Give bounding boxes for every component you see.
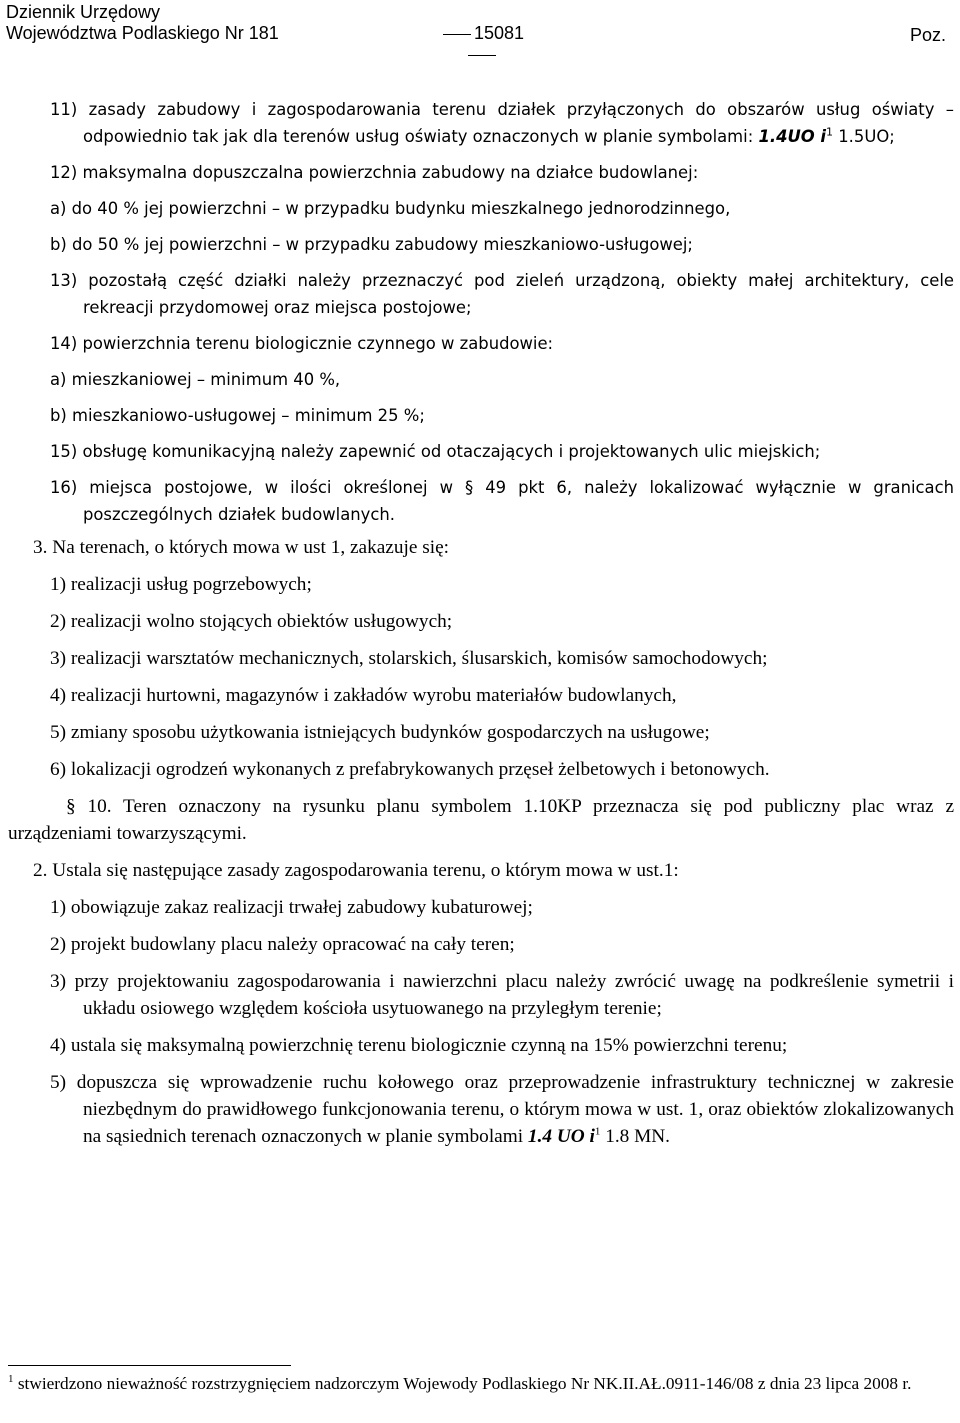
paragraph-section-10: § 10. Teren oznaczony na rysunku planu symbolem 1.10KP przeznacza się pod publiczny plac wraz z urządzeniami towarzyszącymi. <box>8 796 954 844</box>
list-item: 16) miejsca postojowe, w ilości określonej w § 49 pkt 6, należy lokalizować wyłącznie w granicach poszczególnych działek budowlanych. <box>50 478 954 524</box>
list-item: a) mieszkaniowej – minimum 40 %, <box>50 370 341 389</box>
list-item: 1) obowiązuje zakaz realizacji trwałej zabudowy kubaturowej; <box>50 897 533 918</box>
page-number-rule-left <box>443 34 471 35</box>
list-item: 11) zasady zabudowy i zagospodarowania terenu działek przyłączonych do obszarów usług oświaty – odpowiednio tak jak dla terenów usług oświaty oznaczonych w planie symbolami: 1.4UO $i^1$ 1.5UO; <box>50 100 954 146</box>
list-item: 3) realizacji warsztatów mechanicznych, stolarskich, ślusarskich, komisów samochodowych; <box>50 648 768 669</box>
page-number-value: 15081 <box>473 23 525 43</box>
list-item: 5) zmiany sposobu użytkowania istniejących budynków gospodarczych na usługowe; <box>50 722 710 743</box>
section-heading: 3. Na terenach, o których mowa w ust 1, zakazuje się: <box>33 537 450 558</box>
journal-title: Dziennik Urzędowy <box>6 2 161 22</box>
list-item: 2) projekt budowlany placu należy opracować na cały teren; <box>50 934 515 955</box>
list-item: 13) pozostałą część działki należy przeznaczyć pod zieleń urządzoną, obiekty małej architektury, cele rekreacji przydomowej oraz miejsca postojowe; <box>50 271 954 317</box>
footnote-text: stwierdzono nieważność rozstrzygnięciem nadzorczym Wojewody Podlaskiego Nr NK.II.AŁ.0911-146/08 z dnia 23 lipca 2008 r. <box>13 1374 912 1393</box>
list-item: b) mieszkaniowo-usługowej – minimum 25 %; <box>50 406 425 425</box>
list-item: 6) lokalizacji ogrodzeń wykonanych z prefabrykowanych przęseł żelbetowych i betonowych. <box>50 759 770 780</box>
list-item: 1) realizacji usług pogrzebowych; <box>50 574 312 595</box>
list-item: a) do 40 % jej powierzchni – w przypadku budynku mieszkalnego jednorodzinnego, <box>50 199 731 218</box>
list-item: 12) maksymalna dopuszczalna powierzchnia zabudowy na działce budowlanej: <box>50 163 699 182</box>
list-item: 15) obsługę komunikacyjną należy zapewnić od otaczających i projektowanych ulic miejskich; <box>50 442 821 461</box>
list-item: 4) realizacji hurtowni, magazynów i zakładów wyrobu materiałów budowlanych, <box>50 685 677 706</box>
page-number <box>427 23 537 65</box>
footnote-separator <box>8 1365 291 1366</box>
section-heading: 2. Ustala się następujące zasady zagospodarowania terenu, o którym mowa w ust.1: <box>33 860 679 881</box>
position-label: Poz. <box>909 25 946 45</box>
list-item: b) do 50 % jej powierzchni – w przypadku zabudowy mieszkaniowo-usługowej; <box>50 235 693 254</box>
page-number-rule-right <box>468 55 496 56</box>
list-item: 5) dopuszcza się wprowadzenie ruchu kołowego oraz przeprowadzenie infrastruktury technicznej w zakresie niezbędnym do prawidłowego funkcjonowania terenu, o którym mowa w ust. 1, oraz obiektów zlokalizowanych na sąsiednich terenach oznaczonych w planie symbolami 1.4 UO $i^1$ 1.8 MN. <box>50 1072 954 1147</box>
list-item: 3) przy projektowaniu zagospodarowania i nawierzchni placu należy zwrócić uwagę na podkreślenie symetrii i układu osiowego względem kościoła usytuowanego na przyległym terenie; <box>50 971 954 1019</box>
document-body <box>8 96 954 1150</box>
list-item: 4) ustala się maksymalną powierzchnię terenu biologicznie czynną na 15% powierzchni terenu; <box>50 1035 788 1056</box>
footnote <box>8 1373 923 1394</box>
journal-issue: Województwa Podlaskiego Nr 181 <box>6 23 279 43</box>
footnote-mark: 1 <box>8 1373 14 1386</box>
list-item: 14) powierzchnia terenu biologicznie czynnego w zabudowie: <box>50 334 554 353</box>
journal-header <box>6 2 279 44</box>
list-item: 2) realizacji wolno stojących obiektów usługowych; <box>50 611 453 632</box>
